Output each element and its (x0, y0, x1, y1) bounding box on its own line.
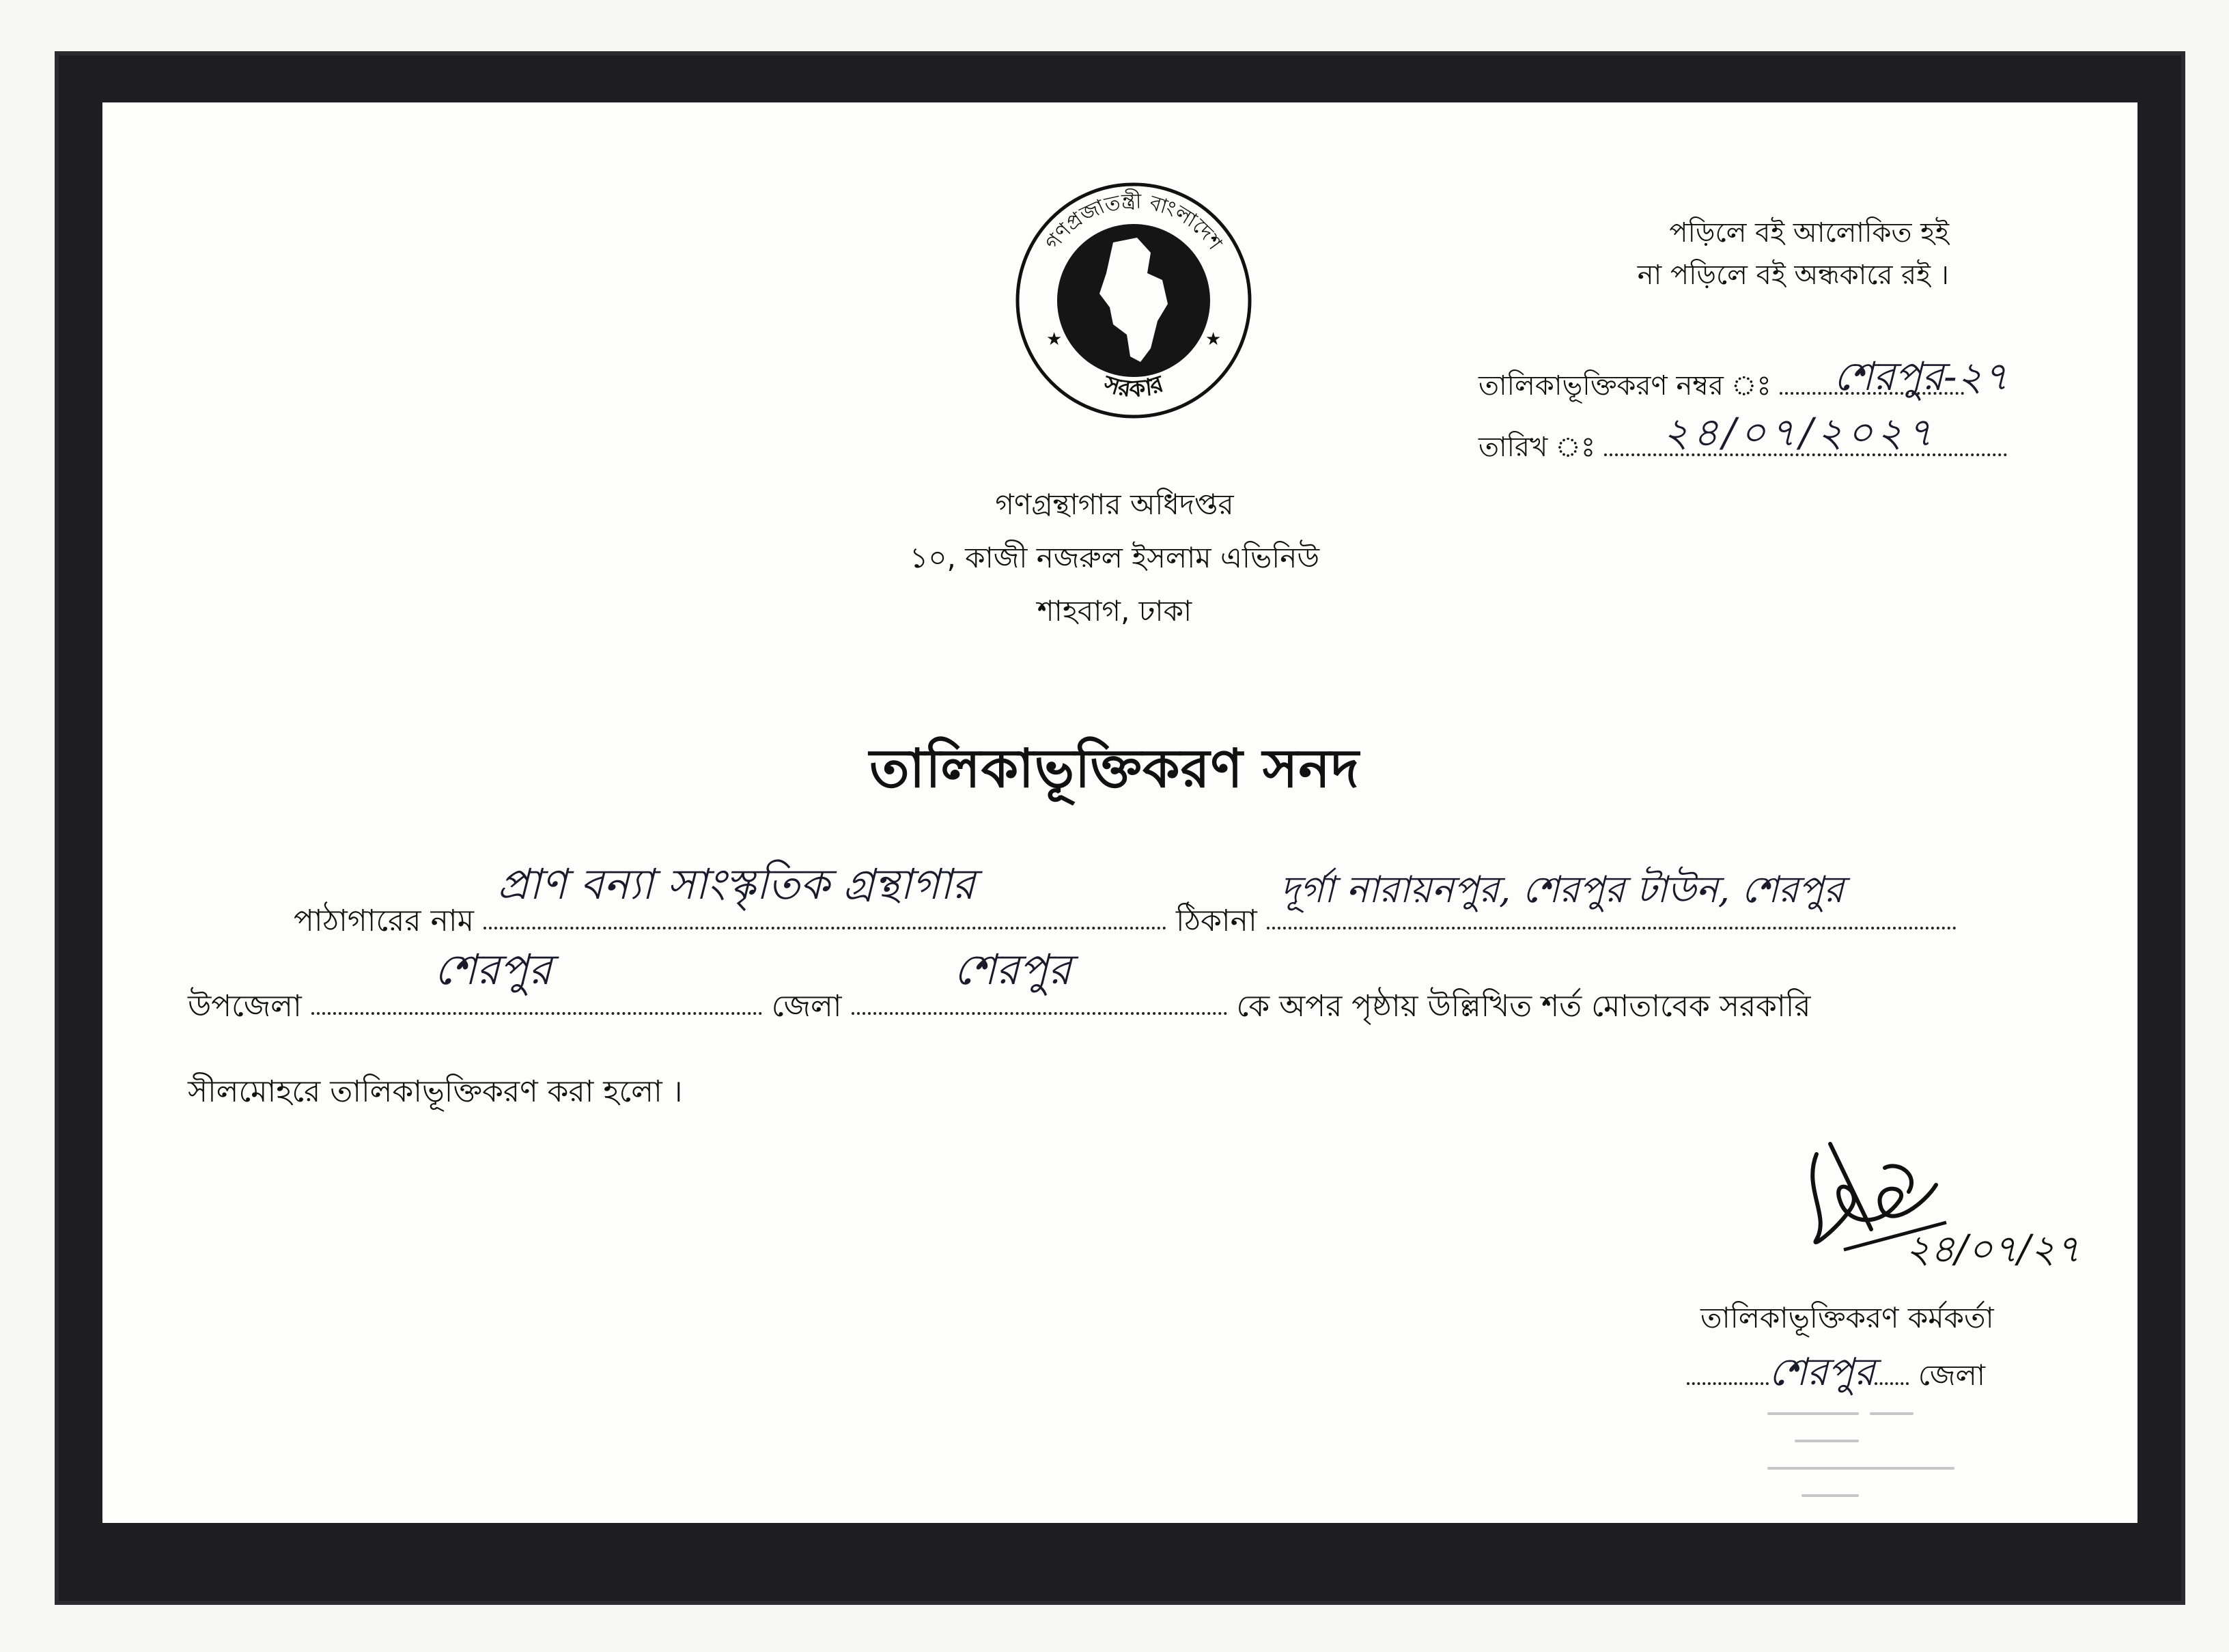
seal-bottom-text: সরকার (1100, 370, 1167, 404)
officer-district-row (1687, 1345, 1994, 1403)
upazila-label: উপজেলা (188, 989, 302, 1024)
officer-signature (1789, 1127, 2090, 1277)
officer-title: তালিকাভূক্তিকরণ কর্মকর্তা (1700, 1301, 1994, 1334)
district-label: জেলা (771, 989, 842, 1024)
certificate-title: তালিকাভূক্তিকরণ সনদ (869, 738, 1360, 800)
star-icon: ★ (1205, 329, 1222, 350)
library-name-value: প্রাণ বন্যা সাংস্কৃতিক গ্রন্থাগার (497, 859, 976, 909)
motto-line-2: না পড়িলে বই অন্ধকারে রই । (1637, 260, 1949, 291)
dotted-line (1687, 1375, 1769, 1385)
faint-stamp-mark (1755, 1400, 1974, 1516)
motto (1638, 212, 1949, 296)
signature-date: ২৪/০৭/২৭ (1905, 1227, 2081, 1272)
registration-number-label: তালিকাভূক্তিকরণ নম্বর ঃ (1478, 370, 1771, 402)
upazila-district-line (188, 944, 1811, 1033)
address-label: ঠিকানা (1176, 904, 1257, 938)
registration-number-value: শেরপুর-২৭ (1834, 353, 2009, 400)
statement-part-1: কে অপর পৃষ্ঠায় উল্লিখিত শর্ত মোতাবেক সরকারি (1236, 989, 1811, 1024)
registration-date-label: তারিখ ঃ (1478, 432, 1596, 463)
statement-part-2: সীলমোহরে তালিকাভূক্তিকরণ করা হলো । (188, 1074, 683, 1109)
registration-block (1478, 355, 2007, 478)
star-icon: ★ (1046, 329, 1063, 350)
registration-date-row (1478, 409, 2007, 478)
address-value: দূর্গা নারায়নপুর, শেরপুর টাউন, শেরপুর (1280, 868, 1844, 911)
office-heading (0, 478, 2229, 638)
registration-date-value: ২৪/০৭/২০২৭ (1663, 409, 1937, 456)
officer-block (1687, 1291, 1994, 1403)
government-seal-icon (1011, 178, 1257, 423)
motto-line-1: পড়িলে বই আলোকিত হই (1669, 217, 1949, 249)
officer-district-label: জেলা (1918, 1358, 1985, 1392)
office-address-line-2: শাহবাগ, ঢাকা (1037, 594, 1192, 628)
office-address-line-1: ১০, কাজী নজরুল ইসলাম এভিনিউ (909, 541, 1320, 574)
upazila-value: শেরপুর (434, 944, 552, 994)
district-value: শেরপুর (953, 944, 1071, 994)
officer-district-value: শেরপুর (1769, 1350, 1875, 1395)
library-name-label: পাঠাগারের নাম (294, 904, 475, 938)
office-name: গণগ্রন্থাগার অধিদপ্তর (995, 488, 1234, 521)
dotted-line (1875, 1375, 1909, 1385)
seal-top-text: গণপ্রজাতন্ত্রী বাংলাদেশ (1040, 189, 1227, 255)
